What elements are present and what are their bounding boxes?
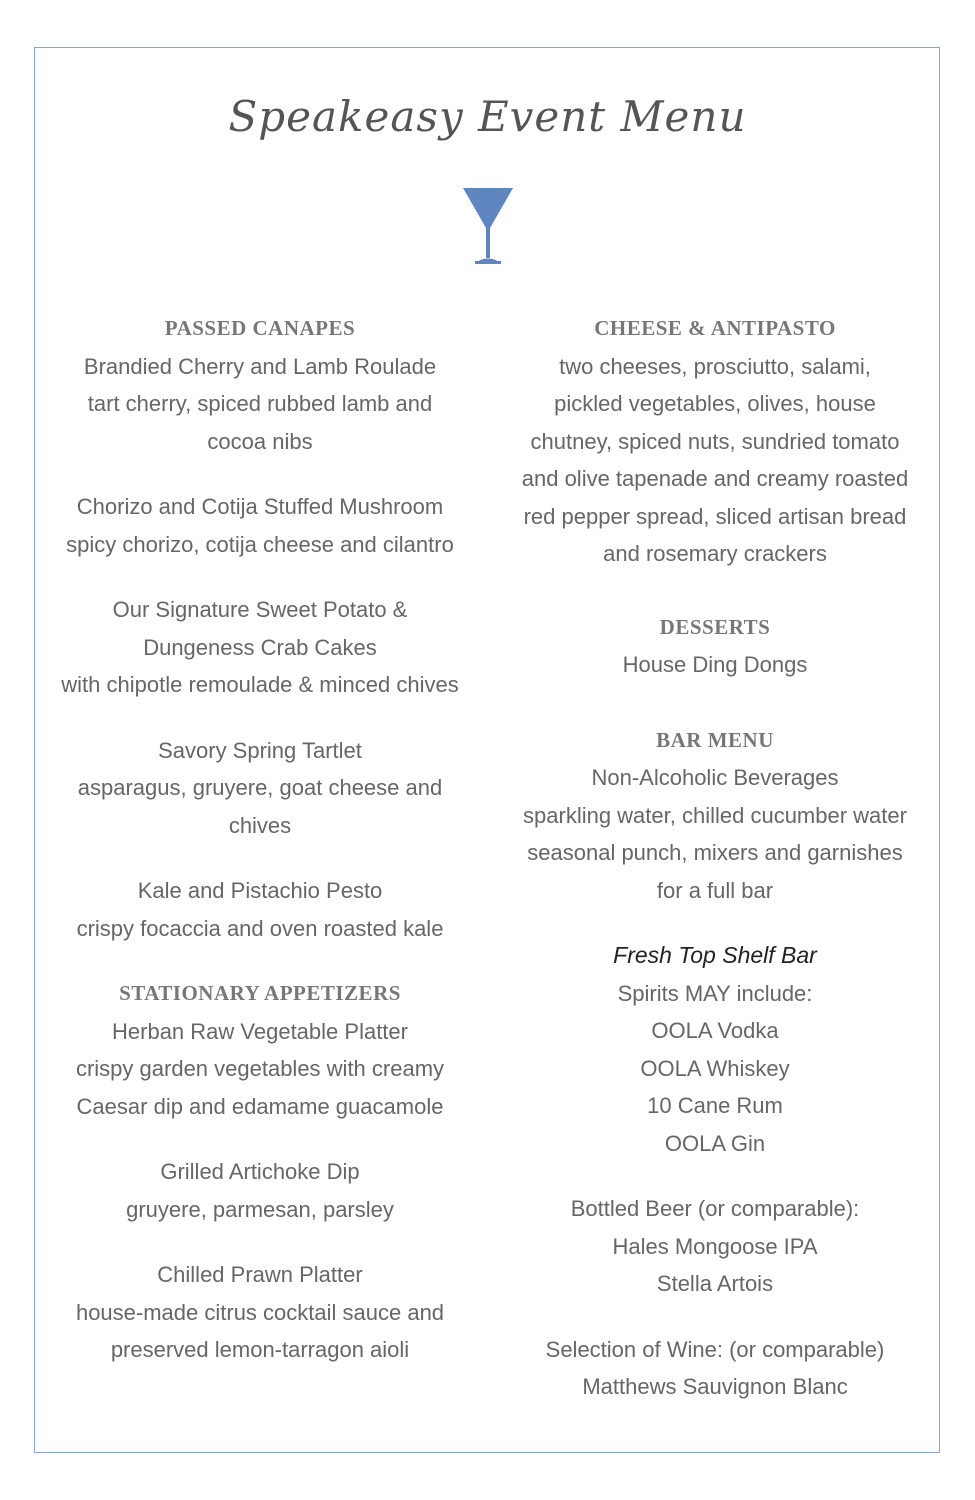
section-heading-cheese-antipasto: CHEESE & ANTIPASTO [594, 316, 836, 340]
section-heading-bar-menu: BAR MENU [656, 727, 774, 752]
item-description: cocoa nibs [207, 428, 313, 454]
item-title: Bottled Beer (or comparable): [570, 1196, 860, 1221]
item-title: Kale and Pistachio Pesto [137, 878, 383, 903]
item-title: Our Signature Sweet Potato & [112, 597, 408, 622]
item-description: two cheeses, prosciutto, salami, [559, 353, 871, 379]
item-title: Spirits MAY include: [617, 980, 813, 1006]
item-description: 10 Cane Rum [647, 1093, 783, 1118]
item-title: Chorizo and Cotija Stuffed Mushroom [76, 494, 444, 519]
item-title: Brandied Cherry and Lamb Roulade [83, 353, 437, 379]
top-shelf-heading: Fresh Top Shelf Bar [613, 942, 817, 968]
item-description: chives [228, 812, 292, 838]
menu-item [50, 1153, 470, 1228]
item-description: and olive tapenade and creamy roasted [521, 466, 909, 491]
menu-item [50, 488, 470, 563]
item-title: Savory Spring Tartlet [158, 737, 362, 763]
item-description: for a full bar [656, 877, 774, 903]
item-title: Selection of Wine: (or comparable) [545, 1336, 885, 1362]
item-description: tart cherry, spiced rubbed lamb and [87, 391, 433, 416]
menu-item [505, 348, 925, 573]
menu-item [505, 1331, 925, 1406]
menu-item [505, 1190, 925, 1303]
menu-item [50, 872, 470, 947]
item-description: Hales Mongoose IPA [612, 1233, 818, 1259]
item-description: seasonal punch, mixers and garnishes [527, 840, 903, 865]
menu-item [50, 591, 470, 704]
item-title: Dungeness Crab Cakes [143, 634, 377, 660]
item-description: and rosemary crackers [603, 541, 827, 566]
item-description: preserved lemon-tarragon aioli [110, 1337, 410, 1362]
item-description: OOLA Gin [664, 1130, 766, 1156]
section-heading-desserts: DESSERTS [659, 614, 771, 639]
item-description: asparagus, gruyere, goat cheese and [77, 775, 443, 800]
item-title: Grilled Artichoke Dip [160, 1159, 360, 1184]
item-description: red pepper spread, sliced artisan bread [523, 503, 907, 529]
item-description: crispy focaccia and oven roasted kale [76, 915, 444, 941]
item-description: sparkling water, chilled cucumber water [523, 802, 907, 828]
left-column [50, 310, 470, 1369]
item-description: chutney, spiced nuts, sundried tomato [530, 428, 900, 454]
item-description: OOLA Vodka [651, 1018, 779, 1043]
menu-item [505, 759, 925, 909]
menu-item [50, 732, 470, 845]
item-title: Herban Raw Vegetable Platter [112, 1018, 408, 1044]
item-title: House Ding Dongs [622, 652, 808, 677]
item-description: OOLA Whiskey [640, 1055, 790, 1081]
item-description: gruyere, parmesan, parsley [126, 1196, 394, 1222]
item-title: Chilled Prawn Platter [157, 1262, 363, 1287]
menu-item [50, 1256, 470, 1369]
item-description: Caesar dip and edamame guacamole [76, 1093, 444, 1119]
item-description: with chipotle remoulade & minced chives [61, 672, 459, 697]
item-description: crispy garden vegetables with creamy [75, 1056, 445, 1081]
menu-item [50, 1013, 470, 1126]
section-heading-passed-canapes: PASSED CANAPES [164, 316, 356, 340]
item-description: pickled vegetables, olives, house [554, 391, 876, 416]
right-column [505, 310, 925, 1406]
menu-item [505, 975, 925, 1163]
martini-glass-icon [461, 186, 515, 266]
item-description: Matthews Sauvignon Blanc [582, 1374, 848, 1399]
item-title: Non-Alcoholic Beverages [591, 765, 839, 790]
item-description: house-made citrus cocktail sauce and [75, 1299, 445, 1325]
menu-title: Speakeasy Event Menu [228, 92, 747, 141]
item-description: spicy chorizo, cotija cheese and cilantro [66, 531, 454, 557]
menu-item [50, 348, 470, 461]
section-heading-stationary-appetizers: STATIONARY APPETIZERS [119, 981, 401, 1005]
item-description: Stella Artois [656, 1271, 774, 1296]
